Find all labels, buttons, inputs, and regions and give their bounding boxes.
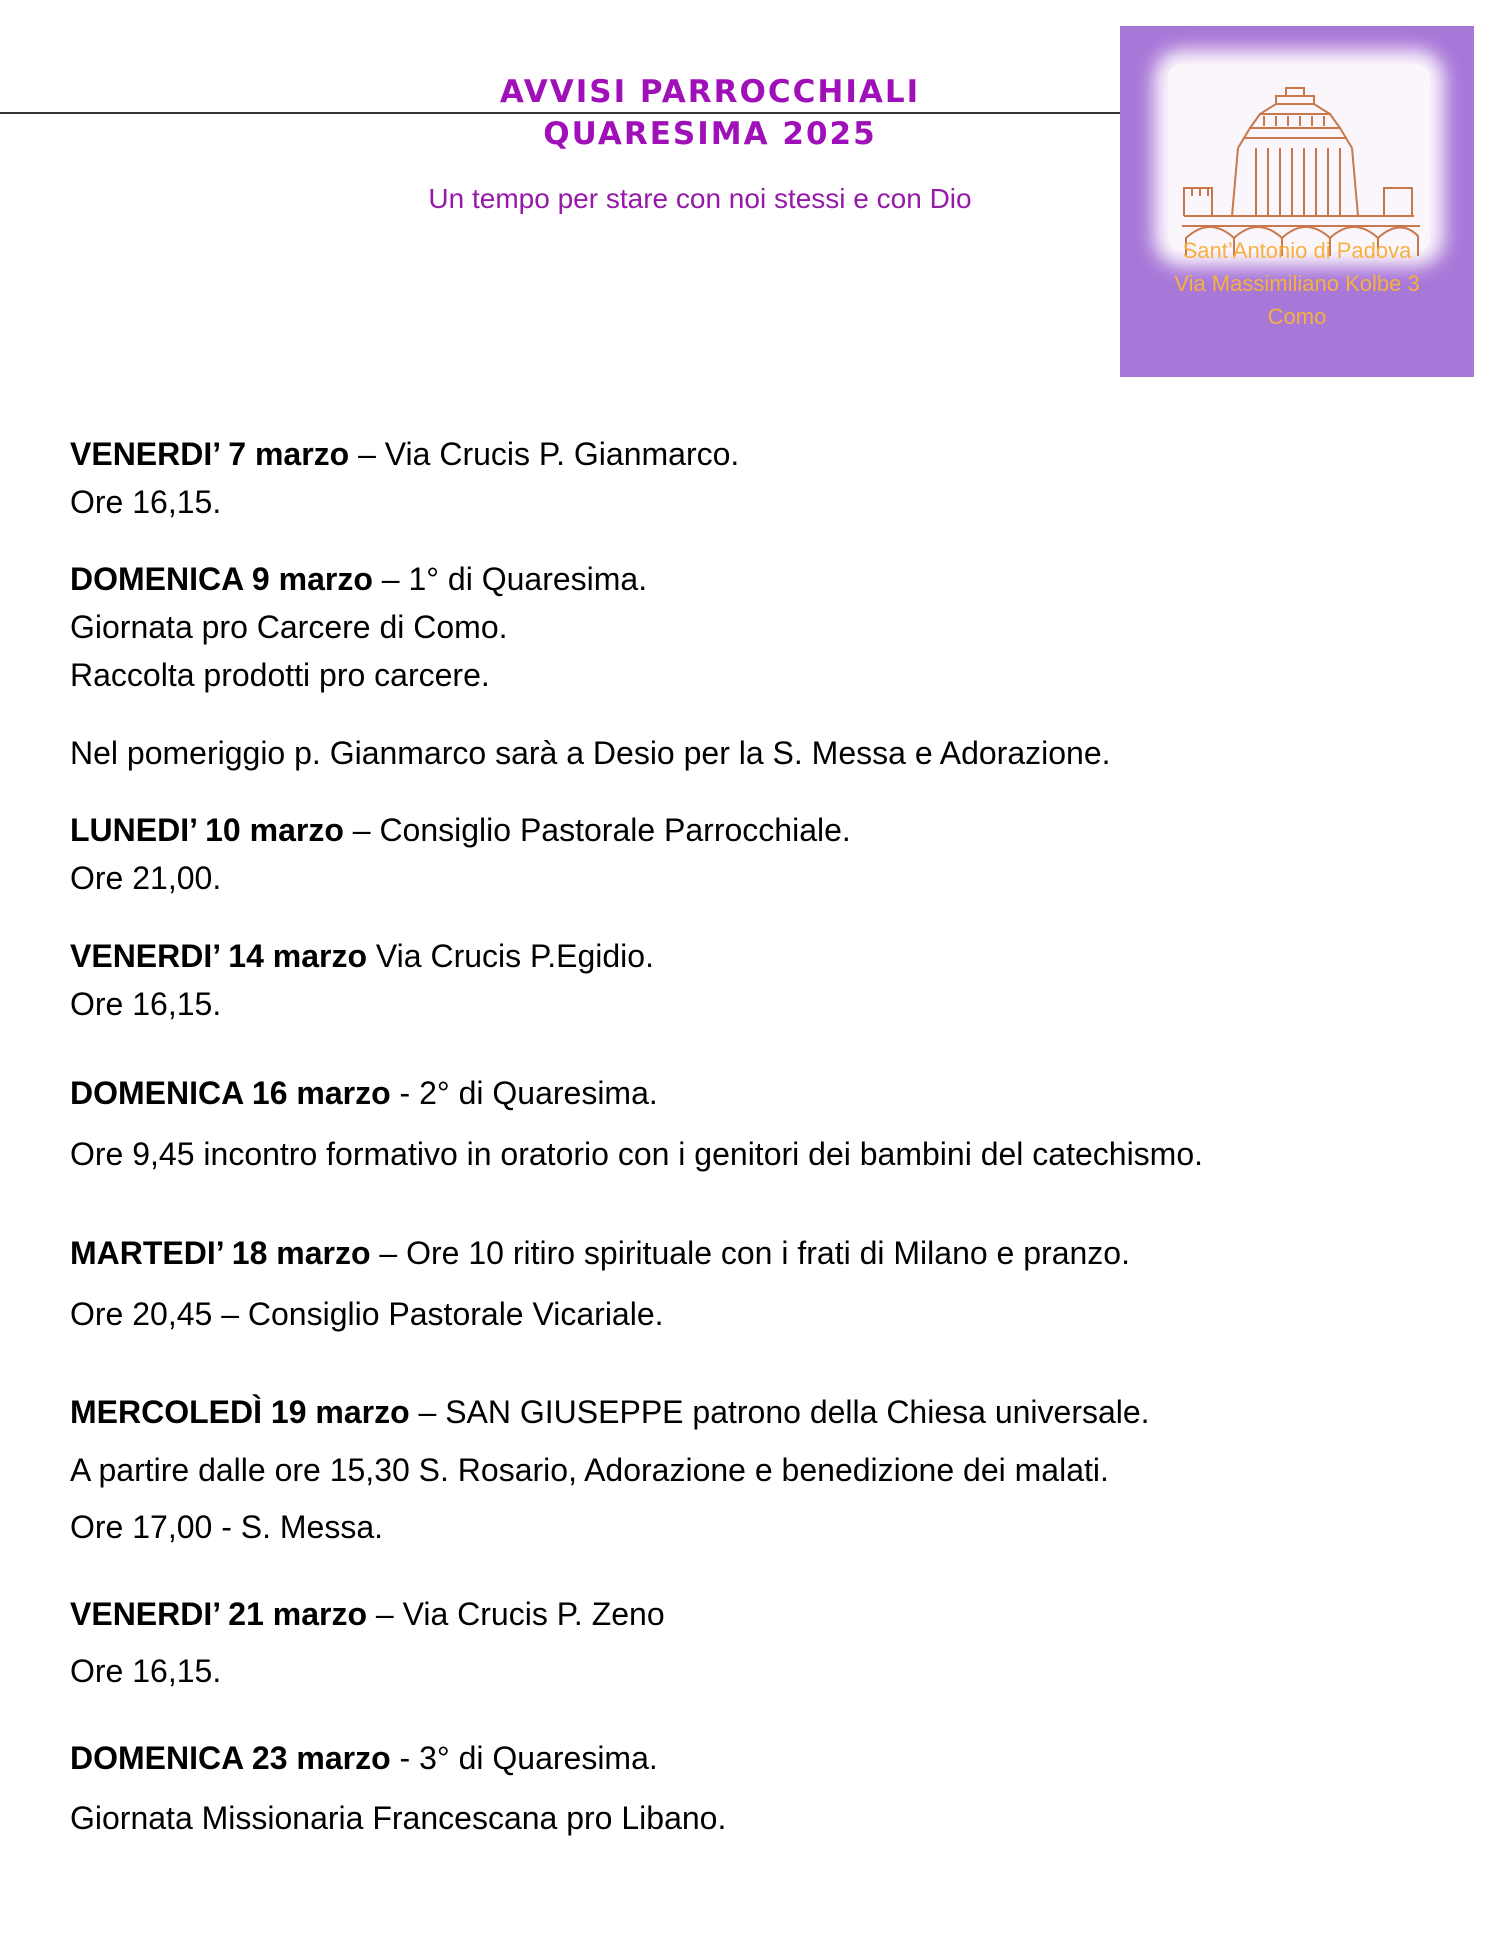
- notice-line: VENERDI’ 21 marzo – Via Crucis P. Zeno: [70, 1596, 665, 1632]
- notice-line: Giornata Missionaria Francescana pro Libano.: [70, 1800, 727, 1836]
- parish-logo: [1120, 26, 1474, 377]
- notice-line: Ore 16,15.: [70, 986, 222, 1022]
- notice-line: VENERDI’ 14 marzo Via Crucis P.Egidio.: [70, 938, 654, 974]
- notice-line: Nel pomeriggio p. Gianmarco sarà a Desio per la S. Messa e Adorazione.: [70, 735, 1111, 771]
- notice-line: Ore 17,00 - S. Messa.: [70, 1509, 384, 1545]
- notice-line: Ore 16,15.: [70, 484, 222, 520]
- notice-line: Ore 20,45 – Consiglio Pastorale Vicariale.: [70, 1296, 664, 1332]
- notice-line: DOMENICA 23 marzo - 3° di Quaresima.: [70, 1740, 658, 1776]
- notice-line: Ore 16,15.: [70, 1653, 222, 1689]
- notice-line: LUNEDI’ 10 marzo – Consiglio Pastorale Parrocchiale.: [70, 812, 851, 848]
- logo-city: Como: [1267, 304, 1327, 329]
- notice-line: MERCOLEDÌ 19 marzo – SAN GIUSEPPE patrono della Chiesa universale.: [70, 1394, 1150, 1430]
- notice-line: A partire dalle ore 15,30 S. Rosario, Adorazione e benedizione dei malati.: [70, 1452, 1109, 1488]
- header-rule: [0, 112, 1178, 114]
- notice-line: Raccolta prodotti pro carcere.: [70, 657, 490, 693]
- title-line-1: AVVISI PARROCCHIALI: [499, 74, 921, 110]
- subtitle: Un tempo per stare con noi stessi e con Dio: [428, 183, 972, 214]
- notice-line: Giornata pro Carcere di Como.: [70, 609, 508, 645]
- notice-line: VENERDI’ 7 marzo – Via Crucis P. Gianmarco.: [70, 436, 740, 472]
- title-line-2: QUARESIMA 2025: [543, 116, 877, 152]
- logo-address: [1120, 234, 1474, 333]
- notice-line: DOMENICA 9 marzo – 1° di Quaresima.: [70, 561, 648, 597]
- notice-line: DOMENICA 16 marzo - 2° di Quaresima.: [70, 1075, 658, 1111]
- logo-street: Via Massimiliano Kolbe 3: [1174, 271, 1420, 296]
- notice-line: Ore 9,45 incontro formativo in oratorio con i genitori dei bambini del catechismo.: [70, 1136, 1204, 1172]
- notice-line: MARTEDI’ 18 marzo – Ore 10 ritiro spirituale con i frati di Milano e pranzo.: [70, 1235, 1130, 1271]
- notice-line: Ore 21,00.: [70, 860, 222, 896]
- logo-parish-name: Sant’Antonio di Padova: [1182, 238, 1412, 263]
